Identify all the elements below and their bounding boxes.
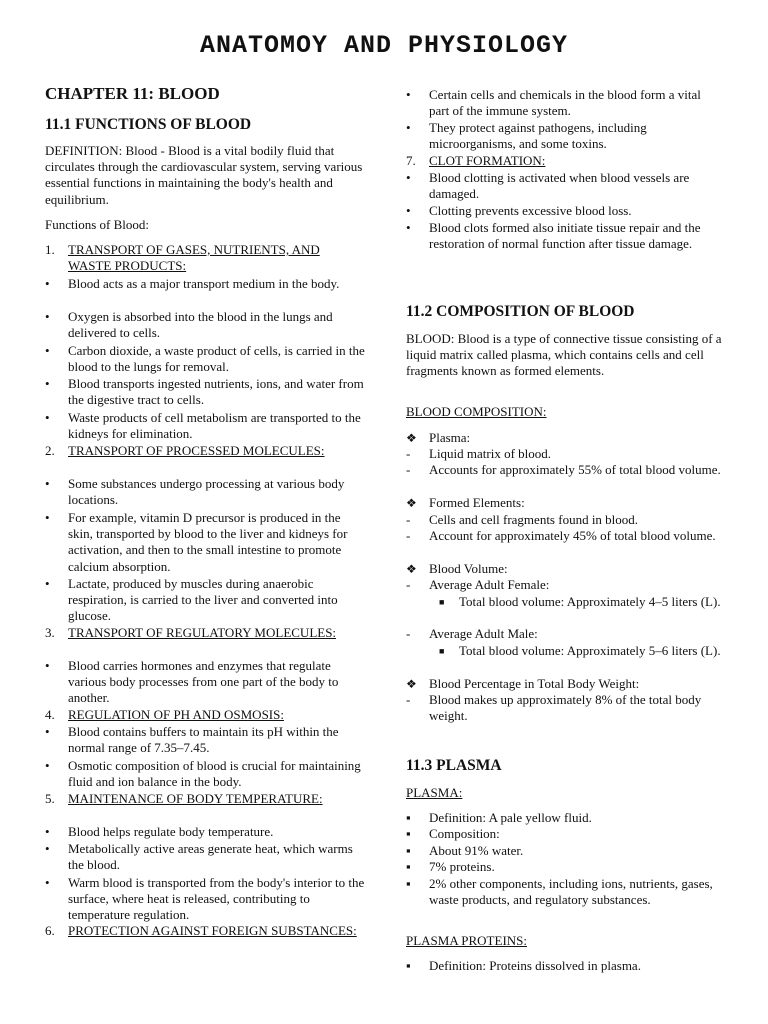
item-text: Lactate, produced by muscles during anaerobic respiration, is carried to the liver and converted into glucose. <box>68 576 338 624</box>
list-item <box>406 643 724 659</box>
item-text: MAINTENANCE OF BODY TEMPERATURE: <box>68 791 323 806</box>
dash-bullet: - <box>406 626 411 641</box>
item-text: Cells and cell fragments found in blood. <box>429 512 639 527</box>
list-item <box>45 824 365 840</box>
list-item <box>406 958 724 974</box>
list-item <box>406 859 724 875</box>
dash-bullet: - <box>406 462 411 477</box>
item-marker: 2. <box>45 443 55 458</box>
bullet: • <box>406 120 411 135</box>
chapter-heading: CHAPTER 11: BLOOD <box>45 84 220 103</box>
item-marker: 3. <box>45 625 55 640</box>
list-item <box>45 276 365 292</box>
item-text: Accounts for approximately 55% of total blood volume. <box>429 462 721 477</box>
list-item <box>406 495 724 511</box>
list-item <box>45 376 365 408</box>
list-item <box>406 594 724 610</box>
list-item <box>45 875 365 924</box>
item-text: TRANSPORT OF PROCESSED MOLECULES: <box>68 443 325 458</box>
list-item <box>45 841 365 873</box>
diamond-bullet: ❖ <box>406 562 417 576</box>
bullet: • <box>45 510 50 525</box>
item-text: Blood carries hormones and enzymes that regulate various body processes from one part of the body to another. <box>68 658 339 706</box>
list-item <box>45 758 365 790</box>
list-item <box>406 876 724 908</box>
item-text: TRANSPORT OF GASES, NUTRIENTS, AND WASTE PRODUCTS: <box>68 242 320 274</box>
item-text: Account for approximately 45% of total blood volume. <box>429 528 716 543</box>
definition-paragraph: DEFINITION: Blood - Blood is a vital bodily fluid that circulates through the cardiovascular system, serving various essential functions in maintaining the body's health and equilibrium. <box>45 143 363 207</box>
item-text: For example, vitamin D precursor is produced in the skin, transported by blood to the liver and kidneys for activation, and then to the small intestine to promote calcium absorption. <box>68 510 348 574</box>
dash-bullet: - <box>406 528 411 543</box>
bullet: • <box>45 376 50 391</box>
plasma-proteins-label: PLASMA PROTEINS: <box>406 933 527 948</box>
dash-bullet: - <box>406 692 411 707</box>
item-marker: 1. <box>45 242 55 257</box>
square-bullet: ▪ <box>406 859 411 874</box>
list-item <box>406 528 724 544</box>
item-text: Certain cells and chemicals in the blood form a vital part of the immune system. <box>429 87 701 119</box>
item-text: REGULATION OF PH AND OSMOSIS: <box>68 707 284 722</box>
list-item <box>406 120 724 152</box>
section-heading-functions: 11.1 FUNCTIONS OF BLOOD <box>45 116 252 133</box>
list-item <box>406 203 724 219</box>
section-heading-plasma: 11.3 PLASMA <box>406 757 502 774</box>
list-item <box>406 577 724 593</box>
item-text: Waste products of cell metabolism are transported to the kidneys for elimination. <box>68 410 361 442</box>
item-text: Blood Volume: <box>429 561 508 576</box>
item-text: Total blood volume: Approximately 5–6 liters (L). <box>459 643 721 658</box>
bullet: • <box>45 658 50 673</box>
composition-label: BLOOD COMPOSITION: <box>406 404 547 419</box>
item-text: Formed Elements: <box>429 495 525 510</box>
item-text: Definition: A pale yellow fluid. <box>429 810 592 825</box>
list-item <box>45 510 365 575</box>
item-text: CLOT FORMATION: <box>429 153 546 168</box>
bullet: • <box>45 410 50 425</box>
list-item <box>45 923 365 939</box>
item-text: Plasma: <box>429 430 471 445</box>
list-item <box>406 561 724 577</box>
bullet: • <box>45 276 50 291</box>
item-text: Average Adult Female: <box>429 577 550 592</box>
list-item <box>45 476 365 508</box>
bullet: • <box>45 824 50 839</box>
item-text: Definition: Proteins dissolved in plasma. <box>429 958 641 973</box>
list-item <box>45 625 365 641</box>
bullet: • <box>406 203 411 218</box>
square-bullet: ■ <box>439 597 445 607</box>
list-item <box>45 410 365 442</box>
item-text: Blood clotting is activated when blood vessels are damaged. <box>429 170 690 202</box>
item-text: Blood clots formed also initiate tissue repair and the restoration of normal function after tissue damage. <box>429 220 701 252</box>
item-text: Osmotic composition of blood is crucial for maintaining fluid and ion balance in the body. <box>68 758 361 790</box>
list-item <box>406 843 724 859</box>
bullet: • <box>45 841 50 856</box>
bullet: • <box>45 875 50 890</box>
item-text: Metabolically active areas generate heat, which warms the blood. <box>68 841 353 873</box>
section-heading-composition: 11.2 COMPOSITION OF BLOOD <box>406 303 635 320</box>
item-text: Warm blood is transported from the body's interior to the surface, where heat is released, contributing to temperature regulation. <box>68 875 365 923</box>
composition-definition: BLOOD: Blood is a type of connective tissue consisting of a liquid matrix called plasma, which contains cells and cell fragments known as formed elements. <box>406 331 722 379</box>
bullet: • <box>406 87 411 102</box>
list-item <box>406 626 724 642</box>
square-bullet: ▪ <box>406 958 411 973</box>
bullet: • <box>45 576 50 591</box>
square-bullet: ▪ <box>406 843 411 858</box>
document-title: ANATOMOY AND PHYSIOLOGY <box>199 31 569 60</box>
list-item <box>406 512 724 528</box>
list-item <box>45 724 365 756</box>
list-item <box>406 87 724 119</box>
square-bullet: ■ <box>439 646 445 656</box>
item-text: PROTECTION AGAINST FOREIGN SUBSTANCES: <box>68 923 357 938</box>
item-text: About 91% water. <box>429 843 524 858</box>
list-item <box>406 692 724 724</box>
bullet: • <box>45 724 50 739</box>
square-bullet: ▪ <box>406 826 411 841</box>
square-bullet: ▪ <box>406 876 411 891</box>
item-marker: 4. <box>45 707 55 722</box>
list-item <box>406 810 724 826</box>
item-text: 2% other components, including ions, nutrients, gases, waste products, and regulatory substances. <box>429 876 713 908</box>
bullet: • <box>45 309 50 324</box>
bullet: • <box>406 170 411 185</box>
list-item <box>45 707 365 723</box>
list-item <box>406 153 724 169</box>
bullet: • <box>45 758 50 773</box>
item-text: Blood makes up approximately 8% of the total body weight. <box>429 692 702 724</box>
list-item <box>406 676 724 692</box>
list-item <box>45 791 365 807</box>
list-item <box>45 242 365 274</box>
item-text: Liquid matrix of blood. <box>429 446 552 461</box>
item-marker: 7. <box>406 153 416 168</box>
list-item <box>406 430 724 446</box>
item-text: Average Adult Male: <box>429 626 538 641</box>
item-marker: 6. <box>45 923 55 938</box>
list-item <box>406 220 724 252</box>
square-bullet: ▪ <box>406 810 411 825</box>
item-text: Blood helps regulate body temperature. <box>68 824 274 839</box>
list-item <box>45 343 365 375</box>
list-item <box>406 446 724 462</box>
dash-bullet: - <box>406 446 411 461</box>
item-text: Blood contains buffers to maintain its pH within the normal range of 7.35–7.45. <box>68 724 339 756</box>
item-text: Some substances undergo processing at various body locations. <box>68 476 345 508</box>
list-item <box>45 576 365 625</box>
list-item <box>45 658 365 707</box>
item-text: They protect against pathogens, including microorganisms, and some toxins. <box>429 120 647 152</box>
bullet: • <box>406 220 411 235</box>
list-item <box>45 309 365 341</box>
item-text: Clotting prevents excessive blood loss. <box>429 203 632 218</box>
list-item <box>406 826 724 842</box>
dash-bullet: - <box>406 512 411 527</box>
item-text: Blood transports ingested nutrients, ions, and water from the digestive tract to cells. <box>68 376 364 408</box>
plasma-label: PLASMA: <box>406 785 463 800</box>
list-item <box>406 462 724 478</box>
diamond-bullet: ❖ <box>406 496 417 510</box>
item-text: TRANSPORT OF REGULATORY MOLECULES: <box>68 625 337 640</box>
item-marker: 5. <box>45 791 55 806</box>
diamond-bullet: ❖ <box>406 677 417 691</box>
functions-label: Functions of Blood: <box>45 217 150 232</box>
list-item <box>45 443 365 459</box>
item-text: Composition: <box>429 826 500 841</box>
item-text: Oxygen is absorbed into the blood in the lungs and delivered to cells. <box>68 309 333 341</box>
diamond-bullet: ❖ <box>406 431 417 445</box>
dash-bullet: - <box>406 577 411 592</box>
item-text: Carbon dioxide, a waste product of cells, is carried in the blood to the lungs for removal. <box>68 343 365 375</box>
list-item <box>406 170 724 202</box>
bullet: • <box>45 476 50 491</box>
item-text: Blood Percentage in Total Body Weight: <box>429 676 640 691</box>
item-text: 7% proteins. <box>429 859 495 874</box>
item-text: Blood acts as a major transport medium in the body. <box>68 276 340 291</box>
item-text: Total blood volume: Approximately 4–5 liters (L). <box>459 594 721 609</box>
bullet: • <box>45 343 50 358</box>
